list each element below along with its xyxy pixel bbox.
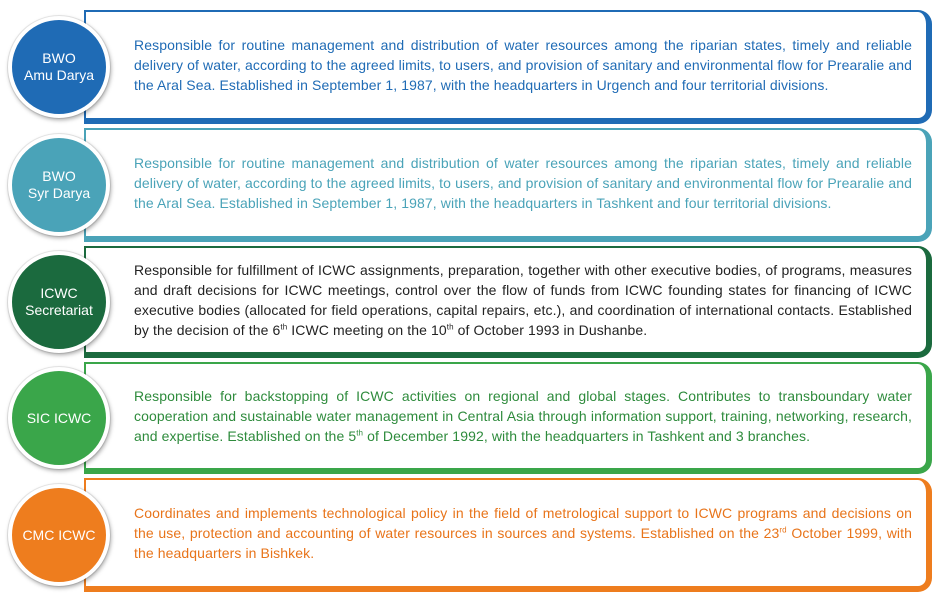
org-name-line1: BWO xyxy=(42,50,76,66)
org-description-box xyxy=(84,362,932,474)
org-badge xyxy=(8,134,110,236)
org-row-sic-icwc xyxy=(0,362,940,474)
ordinal-suffix: th xyxy=(280,322,288,332)
org-description: Responsible for routine management and distribution of water resources among the riparian states, timely and reliable delivery of water, according to the agreed limits, to users, and provision of sanitary and environmental flow for Prearalie and the Aral Sea. Established in September 1, 1987, with the headquarters in Urgench and four territorial divisions. xyxy=(134,37,912,93)
org-name-line1: BWO xyxy=(42,168,76,184)
org-description-part: Coordinates and implements technological policy in the field of metrological support to ICWC programs and decisions on the use, protection and accounting of water resources in sources and systems. Established on the 23 xyxy=(134,505,912,541)
org-name-line2: Secretariat xyxy=(25,302,93,318)
org-row-bwo-amu-darya xyxy=(0,10,940,124)
ordinal-suffix: rd xyxy=(779,525,787,535)
org-description-part: ICWC meeting on the 10 xyxy=(287,322,447,338)
org-badge xyxy=(8,484,110,586)
org-description xyxy=(134,260,912,340)
org-name-line1: SIC ICWC xyxy=(26,409,92,426)
org-description-part: Responsible for fulfillment of ICWC assignments, preparation, together with other executive bodies, of programs, measures and draft decisions for ICWC meetings, control over the flow of funds from ICWC founding states for financing of ICWC executive bodies (allocated for field operations, capital repairs, etc.), and coordination of international contacts. Established by the decision of the 6 xyxy=(134,262,912,338)
org-description xyxy=(134,386,912,446)
org-row-bwo-syr-darya xyxy=(0,128,940,242)
org-name-line1: CMC ICWC xyxy=(22,526,96,543)
org-description-part: Responsible for backstopping of ICWC activities on regional and global stages. Contributes to transboundary water cooperation and sustainable water management in Central Asia through information support, training, networking, research, and expertise. Established on the 5 xyxy=(134,388,912,444)
org-description-box xyxy=(84,246,932,358)
org-description-part: of December 1992, with the headquarters in Tashkent and 3 branches. xyxy=(363,428,811,444)
org-description-box xyxy=(84,10,932,124)
org-name-line1: ICWC xyxy=(40,285,78,301)
org-description-box xyxy=(84,128,932,242)
org-description-part: of October 1993 in Dushanbe. xyxy=(453,322,648,338)
ordinal-suffix: th xyxy=(356,428,364,438)
org-row-cmc-icwc xyxy=(0,478,940,592)
org-row-icwc-secretariat xyxy=(0,246,940,358)
org-description-box xyxy=(84,478,932,592)
org-description xyxy=(134,503,912,563)
org-description-part: October 1999, with the headquarters in Bishkek. xyxy=(134,525,912,561)
org-badge xyxy=(8,251,110,353)
org-name-line2: Syr Darya xyxy=(27,185,91,201)
org-badge xyxy=(8,367,110,469)
org-badge xyxy=(8,16,110,118)
ordinal-suffix: th xyxy=(446,322,454,332)
org-description: Responsible for routine management and distribution of water resources among the riparian states, timely and reliable delivery of water, according to the agreed limits, to users, and provision of sanitary and environmental flow for Prearalie and the Aral Sea. Established in September 1, 1987, with the headquarters in Tashkent and four territorial divisions. xyxy=(134,155,912,211)
org-name-line2: Amu Darya xyxy=(23,67,95,83)
